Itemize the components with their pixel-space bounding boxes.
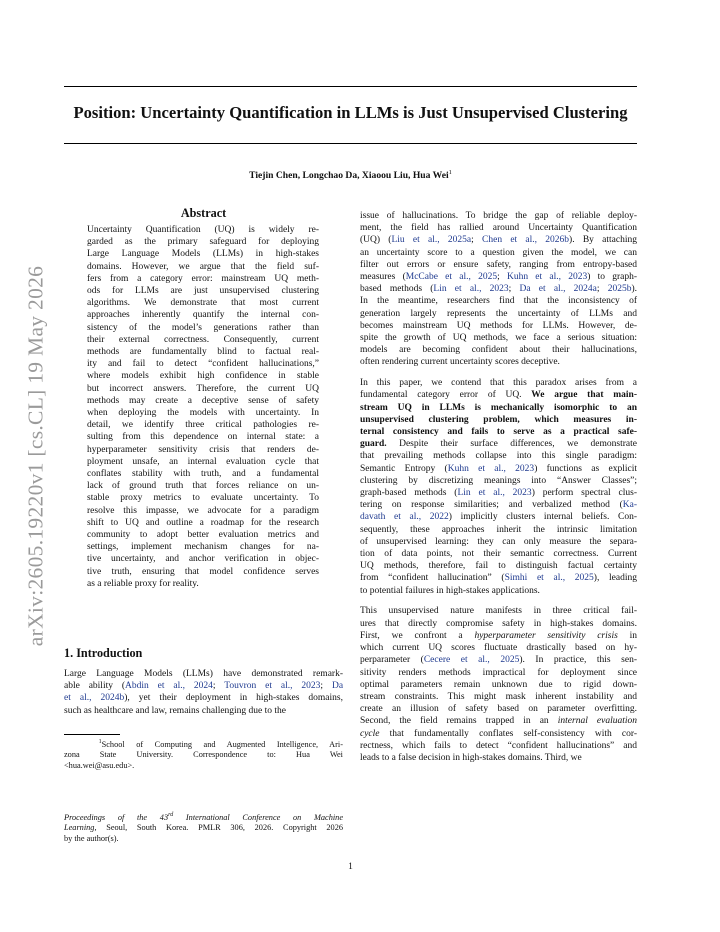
citation-link[interactable]: Liu et al., 2025a [391, 235, 472, 246]
text-run: an uncertainty score to a question given the model, we can [360, 247, 637, 258]
proceedings-line [64, 810, 343, 823]
text-run: to potential failures in high-stakes applications. [360, 585, 540, 596]
citation-link[interactable]: Simhi et al., 2025 [504, 573, 594, 584]
text-run: hyperparameter sensitivity crisis [474, 630, 618, 641]
text-run: ). In practice, this sen- [519, 655, 637, 666]
text-run: graph-based methods ( [360, 488, 458, 499]
text-line [360, 605, 637, 617]
text-line [360, 402, 637, 414]
citation-link[interactable]: davath et al., 2022 [360, 512, 449, 523]
abstract-line: methods are fundamentally blind to factual real- [87, 347, 319, 358]
text-line [360, 630, 637, 642]
text-run: often rendering current uncertainty scores deceptive. [360, 357, 560, 368]
page-number: 1 [348, 862, 353, 872]
text-run: that fundamentally conflates self-consistency with cor- [379, 728, 637, 739]
text-run: tion of data points, not their semantic correctness. Current [360, 549, 637, 560]
text-run: which current UQ scores fluctuate drastically based on hy- [360, 643, 637, 654]
citation-link[interactable]: 2025b [607, 284, 632, 295]
footnote-rule [64, 734, 120, 735]
text-run: This unsupervised nature manifests in three critical fail- [360, 606, 637, 617]
text-run: ; [497, 272, 507, 283]
citation-link[interactable]: Lin et al., 2023 [433, 284, 509, 295]
text-line [360, 499, 637, 511]
title-rule-bottom [64, 143, 637, 144]
text-run: ternal consistency and fails to serve as a practical safe- [360, 427, 637, 438]
text-run: guard. [360, 439, 387, 450]
text-run: stream UQ in LLMs is mechanically isomorphic to an [360, 402, 637, 413]
abstract-line: sistency of the model’s generations rather than [87, 322, 319, 333]
text-run: that prevailing methods collapse into this single paradigm: [360, 451, 637, 462]
text-line [360, 389, 637, 401]
author-list [64, 166, 637, 182]
text-run: ; [508, 284, 520, 295]
text-run: clustering by discretizing meanings into “Answer Classes”; [360, 475, 637, 486]
abstract-line: methods may create a deceptive sense of safety [87, 395, 319, 406]
text-line [64, 668, 343, 680]
citation-link[interactable]: Kuhn et al., 2023 [506, 272, 588, 283]
proceedings-conference-name: Learning [64, 823, 95, 833]
citation-link[interactable]: McCabe et al., 2025 [405, 272, 498, 283]
abstract-line: Large Language Models (LLMs) in high-stakes [87, 249, 319, 260]
text-line [360, 414, 637, 426]
text-run: ). By attaching [569, 235, 637, 246]
text-run: (UQ) ( [360, 235, 392, 246]
text-line [360, 308, 637, 320]
abstract-line: resolve this impasse, we advocate for a paradigm [87, 505, 319, 516]
footnote-line: $^1$School of Computing and Augmented Intelligence, Ari- [98, 739, 343, 749]
citation-link[interactable]: Chen et al., 2026b [482, 235, 570, 246]
text-run: based methods ( [360, 284, 434, 295]
text-line [360, 356, 637, 368]
text-run: of unsupervised learning: they can only measure the separa- [360, 536, 637, 547]
text-run: able ability ( [64, 681, 126, 692]
text-run: We argue that main- [531, 390, 637, 401]
abstract-line: garded as the primary safeguard for deploying [87, 237, 319, 248]
text-run: such as healthcare and law, remains challenging due to the [64, 705, 287, 716]
text-line [360, 679, 637, 691]
affiliation-footnote [64, 737, 343, 771]
citation-link[interactable]: Abdin et al., 2024 [125, 681, 213, 692]
arxiv-identifier-stamp [16, 258, 56, 654]
abstract-body [87, 224, 319, 590]
text-run: create an illusion of safety based on parameter overfitting. [360, 704, 637, 715]
paragraph [360, 210, 637, 369]
text-line [360, 271, 637, 283]
affiliation-mark: 1 [448, 169, 452, 176]
text-run: ) implicitly clusters internal beliefs. Con- [448, 512, 637, 523]
paragraph [360, 377, 637, 597]
text-run: ; [596, 284, 608, 295]
text-run: Semantic Entropy ( [360, 463, 448, 474]
text-line [64, 680, 343, 692]
abstract-line: ods for LLMs are just unsupervised clustering [87, 286, 319, 297]
text-line [360, 667, 637, 679]
text-run: ). [631, 284, 637, 295]
text-run: unsupervised clustering problem, which measures in- [360, 414, 637, 425]
text-run: ures that directly compromise safety in high-stakes domains. [360, 618, 637, 629]
citation-link[interactable]: Kuhn et al., 2023 [447, 463, 535, 474]
citation-link[interactable]: Touvron et al., 2023 [224, 681, 321, 692]
abstract-line: sulting from this dependence on internal state: a [87, 432, 319, 443]
text-line [360, 222, 637, 234]
text-line [360, 463, 637, 475]
text-line [360, 740, 637, 752]
abstract-line: tive uncertainty, and anchor verification in objec- [87, 554, 319, 565]
text-line [360, 475, 637, 487]
text-line [360, 560, 637, 572]
text-run: filter out errors or ensure safety, ranging from entropy-based [360, 259, 637, 270]
text-line [360, 691, 637, 703]
abstract-line: fers from a category error: mainstream UQ meth- [87, 273, 319, 284]
text-line [360, 548, 637, 560]
abstract-line: stable proxy metrics to evaluate uncertainty. To [87, 493, 319, 504]
text-run: optimal parameters remain unknown due to rigid down- [360, 679, 637, 690]
citation-link[interactable]: Cecere et al., 2025 [423, 655, 520, 666]
abstract-line: ployment unsafe, an internal evaluation cycle that [87, 456, 319, 467]
proceedings-line-1: Proceedings of the 43rd International Conference on Machine [64, 812, 344, 822]
text-run: sitivity renders methods impractical for deployment since [360, 667, 637, 678]
right-column-body [360, 210, 637, 773]
abstract-line: as a reliable proxy for reality. [87, 578, 199, 589]
text-run: measures ( [360, 272, 406, 283]
text-line [360, 618, 637, 630]
text-line [360, 426, 637, 438]
author-names: Tiejin Chen, Longchao Da, Xiaoou Liu, Hua Wei [249, 170, 449, 182]
text-run: ), leading [593, 573, 637, 584]
proceedings-venue: , Seoul, South Korea. PMLR 306, 2026. Copyright 2026 [94, 823, 343, 833]
introduction-body [64, 668, 343, 717]
citation-link[interactable]: Da et al., 2024a [519, 284, 597, 295]
text-run: issue of hallucinations. To bridge the gap of reliable deploy- [360, 211, 637, 221]
text-line [360, 703, 637, 715]
footnote-line: <hua.wei@asu.edu>. [64, 760, 135, 770]
abstract-line: shift to UQ and outline a roadmap for the research [87, 517, 319, 528]
paragraph [360, 605, 637, 764]
abstract-line: but incorrect answers. Therefore, the current UQ [87, 383, 319, 394]
text-run: models are becoming confident about their hallucinations, [360, 345, 637, 356]
arxiv-stamp-text: arXiv:2605.19220v1 [cs.CL] 19 May 2026 [23, 265, 48, 647]
abstract-line: settings, implement mechanism changes for na- [87, 542, 319, 553]
text-line [360, 642, 637, 654]
text-run: ; [471, 235, 483, 246]
abstract-line: domains. However, we argue that the field suf- [87, 261, 319, 272]
abstract-line: lack of ground truth that forces reliance on un- [87, 481, 319, 492]
text-run: ; [212, 681, 225, 692]
text-run: fundamental category error of UQ. [360, 390, 532, 401]
proceedings-note [64, 810, 343, 844]
text-run: perparameter ( [360, 655, 424, 666]
text-run: leads to a false decision in high-stakes domains. Third, we [360, 752, 582, 763]
paper-title: Position: Uncertainty Quantification in LLMs is Just Unsupervised Clustering [73, 103, 628, 122]
text-run: Despite their surface differences, we demonstrate [386, 439, 637, 450]
text-run: from “confident hallucination” ( [360, 573, 505, 584]
text-run: generation largely represents the uncertainty of LLMs and [360, 308, 637, 319]
text-line [360, 377, 637, 389]
abstract-line: hyperparameter sensitivity crisis that renders de- [87, 444, 319, 455]
text-line [360, 572, 637, 584]
citation-link[interactable]: et al., 2024b [64, 693, 125, 704]
abstract-line: community to adopt better evaluation metrics and [87, 530, 319, 541]
text-run: tering on response similarities; and verbalized method ( [360, 500, 623, 511]
text-run: ) to graph- [587, 272, 637, 283]
text-line [360, 450, 637, 462]
abstract-line: conflates stability with truth, and a fundamental [87, 469, 319, 480]
text-run: Second, the field remains trapped in an [360, 716, 558, 727]
text-run: spite the growth of UQ methods, we face a serious situation: [360, 333, 637, 344]
text-run: UQ methods, therefore, fail to distinguish factual certainty [360, 561, 637, 572]
text-line [360, 295, 637, 307]
text-run: becomes mainstream UQ methods for LLMs. However, de- [360, 320, 637, 331]
text-line [360, 536, 637, 548]
citation-link[interactable]: Ka- [622, 500, 637, 511]
text-run: Large Language Models (LLMs) have demonstrated remark- [64, 669, 343, 679]
introduction-heading: 1. Introduction [64, 646, 143, 660]
citation-link[interactable]: Da [331, 681, 344, 692]
text-line [360, 487, 637, 499]
text-line [360, 524, 637, 536]
text-line [360, 234, 637, 246]
text-line [360, 654, 637, 666]
text-run: ment, the field has rallied around Uncertainty Quantification [360, 223, 637, 234]
text-line [64, 692, 343, 704]
text-line [360, 715, 637, 727]
abstract-line: approaches inherently quantify the internal con- [87, 310, 319, 321]
abstract-line: algorithms. We demonstrate that most current [87, 298, 319, 309]
abstract-heading: Abstract [180, 206, 227, 220]
text-line [360, 728, 637, 740]
text-run: rectness, which fails to detect “confident hallucinations” and [360, 740, 637, 751]
text-run: ) perform spectral clus- [531, 488, 637, 499]
text-line [360, 247, 637, 259]
text-run: cycle [360, 728, 380, 739]
abstract-line: when deploying the models with uncertainty. In [87, 408, 319, 419]
text-run: sequently, these approaches inherit the intrinsic limitation [360, 524, 637, 535]
text-line [360, 210, 637, 222]
text-run: In this paper, we contend that this paradox arises from a [360, 378, 637, 389]
text-run: ), yet their deployment in high-stakes domains, [124, 693, 343, 704]
text-line [360, 259, 637, 271]
abstract-line: their external correctness. Consequently, current [87, 334, 319, 345]
proceedings-line [64, 823, 343, 833]
text-line [360, 511, 637, 523]
text-line [360, 332, 637, 344]
text-run: In the meantime, researchers find that the inconsistency of [360, 296, 637, 307]
text-run: in [617, 630, 637, 641]
text-run: internal evaluation [557, 716, 637, 727]
text-line [360, 438, 637, 450]
text-line [360, 585, 637, 597]
text-run: First, we confront a [360, 630, 475, 641]
abstract-line: ity and fail to detect “confident hallucinations,” [87, 359, 319, 370]
abstract-line: tive truth, ensuring that model confidence serves [87, 566, 319, 577]
text-line [360, 344, 637, 356]
text-run: stream constraints. This might mask inherent instability and [360, 691, 637, 702]
abstract-line: detail, we identify three critical pathologies re- [87, 420, 319, 431]
proceedings-line: by the author(s). [64, 833, 119, 843]
abstract-line: where models exhibit high confidence in stable [87, 371, 319, 382]
text-run: ) functions as explicit [534, 463, 637, 474]
text-run: ; [320, 681, 332, 692]
text-line [64, 705, 343, 717]
citation-link[interactable]: Lin et al., 2023 [457, 488, 532, 499]
text-line [360, 752, 637, 764]
text-line [360, 320, 637, 332]
abstract-line: Uncertainty Quantification (UQ) is widely re- [87, 225, 319, 235]
title-rule-top [64, 86, 637, 87]
footnote-line: zona State University. Correspondence to: Hua Wei [64, 750, 343, 760]
text-line [360, 283, 637, 295]
